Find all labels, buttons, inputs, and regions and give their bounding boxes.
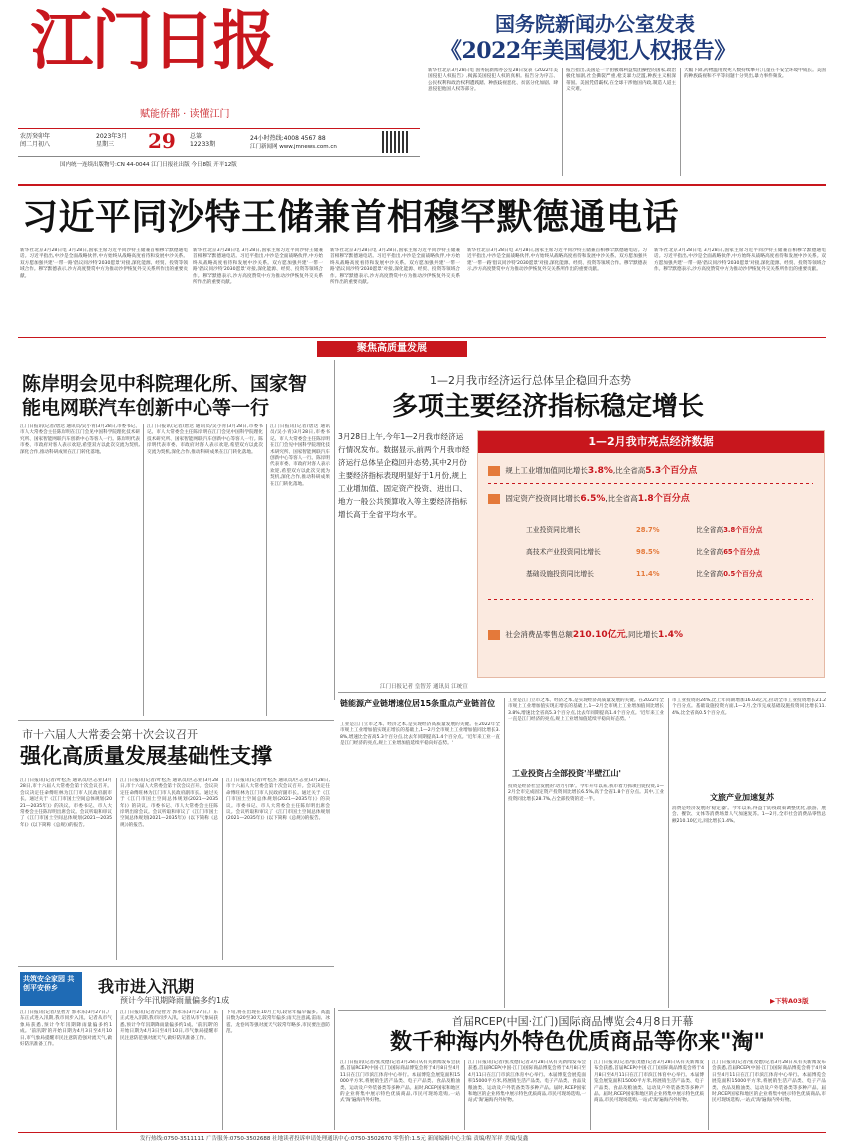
rcep-body-col2: 江门日报讯(记者/张茂德)记者3月28日从有关新闻发布会获悉,首届RCEP(中国·江门)国际商品博览会将于4月8日至4月11日在江门市滨江体育中心举行。本届博览会展览面积15000平方米,将展销生活产品类、电子产品类、食品及粮油类、运动及户外装备类等多种产品。届时,RCEP国家和地区的企业将集中展示特色优质商品,市民可现场选购,一站式'淘'遍海内外好物。 <box>468 1060 586 1104</box>
story2-credit: 江门日报记者 皇智芳 通讯员 江统宣 <box>380 684 468 690</box>
continue-link[interactable]: ▶下转A03版 <box>770 997 809 1005</box>
website: 江门新闻网 www.jmnews.com.cn <box>250 144 337 150</box>
rcep-body-col1: 江门日报讯(记者/张茂德)记者3月28日从有关新闻发布会获悉,首届RCEP(中国·江门)国际商品博览会将于4月8日至4月11日在江门市滨江体育中心举行。本届博览会展览面积15000平方米,将展销生活产品类、电子产品类、食品及粮油类、运动及户外装备类等多种产品。届时,RCEP国家和地区的企业将集中展示特色优质商品,市民可现场选购,一站式'淘'遍海内外好物。 <box>340 1060 460 1104</box>
newspaper-logo: 江门日报 <box>30 4 274 79</box>
flood-body-col2: 江门日报讯(记者/皇智芳 郭永乐)3月27日,广东正式进入汛期,我市同步入汛。记者从市气象局获悉,预计今年汛期降雨量偏多约1成。'前汛期'的开始日期为4月3日至4月10日,市气象局提醒市民注意防范强对流天气,做好防汛准备工作。 <box>120 1010 218 1041</box>
story1-body-col1: 江门日报讯(记者/唐达 通讯员/吴小青)3月28日,市委书记、市人大常委会主任陈岸明在江门会见中国科学院理化技术研究所、国家智能网联汽车创新中心等客人一行。陈岸明代表市委、市政府对客人表示欢迎,希望双方以此次交流为契机,深化合作,推动科研成果在江门转化落地。 <box>20 424 140 455</box>
section-tag <box>317 341 467 357</box>
rcep-body-col3: 江门日报讯(记者/张茂德)记者3月28日从有关新闻发布会获悉,首届RCEP(中国·江门)国际商品博览会将于4月8日至4月11日在江门市滨江体育中心举行。本届博览会展览面积15000平方米,将展销生活产品类、电子产品类、食品及粮油类、运动及户外装备类等多种产品。届时,RCEP国家和地区的企业将集中展示特色优质商品,市民可现场选购,一站式'淘'遍海内外好物。 <box>594 1060 704 1104</box>
masthead-slogan: 赋能侨都 · 读懂江门 <box>140 109 230 120</box>
flood-badge-text: 共筑安全家园 共创平安侨乡 <box>23 975 75 992</box>
lead-body-col1: 新华社北京3月28日电 3月28日,国家主席习近平同沙特王储兼首相穆罕默德通电话。习近平指出,中沙是全面战略伙伴,中方始终从战略高度看待和发展中沙关系。双方愿加强共建'一带一路'倡议同沙特'2030愿景'对接,深化能源、经贸、投资等领域合作。穆罕默德表示,沙方高度赞赏中方为推动沙伊恢复外交关系所作出的重要贡献。 <box>20 248 188 279</box>
qr-code <box>382 131 408 153</box>
hotline: 24小时热线:4008 4567 88 <box>250 135 326 142</box>
infographic-title-bar <box>478 431 824 453</box>
sub-item-hightech-investment: 高技术产业投资同比增长 98.5% 比全省高65个百分点 <box>526 548 760 556</box>
lead-body-col4: 新华社北京3月28日电 3月28日,国家主席习近平同沙特王储兼首相穆罕默德通电话。习近平指出,中沙是全面战略伙伴,中方始终从战略高度看待和发展中沙关系。双方愿加强共建'一带一路'倡议同沙特'2030愿景'对接,深化能源、经贸、投资等领域合作。穆罕默德表示,沙方高度赞赏中方为推动沙伊恢复外交关系所作出的重要贡献。 <box>467 248 647 273</box>
infographic-sub-items <box>526 519 816 589</box>
top-story-col2: 报告指出,美国是一个由极端利益集团操控的国家,政治极化加剧,社会撕裂严重,枪支暴力泛滥,种族主义根深蒂固。美国凭借霸权,在全球干涉他国内政,制造人道主义灾难。 <box>566 68 676 93</box>
top-story-col3: 大幅下降,药物滥用致死人数持续攀升;儿童在不安全环境中成长。美国的种族歧视和不平等问题十分突出,暴力事件频发。 <box>684 68 826 80</box>
story1-body-col2: 江门日报讯(记者/唐达 通讯员/吴小青)3月28日,市委书记、市人大常委会主任陈岸明在江门会见中国科学院理化技术研究所、国家智能网联汽车创新中心等客人一行。陈岸明代表市委、市政府对客人表示欢迎,希望双方以此次交流为契机,深化合作,推动科研成果在江门转化落地。 <box>147 424 263 455</box>
lead-body-col2: 新华社北京3月28日电 3月28日,国家主席习近平同沙特王储兼首相穆罕默德通电话。习近平指出,中沙是全面战略伙伴,中方始终从战略高度看待和发展中沙关系。双方愿加强共建'一带一路'倡议同沙特'2030愿景'对接,深化能源、经贸、投资等领域合作。穆罕默德表示,沙方高度赞赏中方为推动沙伊恢复外交关系所作出的重要贡献。 <box>193 248 323 286</box>
lunar-date: 农历癸卯年 闰二月初八 <box>20 133 51 148</box>
day-number: 29 <box>148 129 176 153</box>
flood-badge <box>20 972 82 1006</box>
story3-headline: 强化高质量发展基础性支撑 <box>20 743 272 768</box>
infographic-title: 1—2月我市亮点经济数据 <box>588 435 714 448</box>
chart-icon <box>488 494 500 504</box>
top-headline-main: 《2022年美国侵犯人权报告》 <box>440 38 736 64</box>
solar-date: 2023年3月 星期三 <box>96 133 128 148</box>
mid-subhead-2: 工业投资占全部投资'半壁江山' <box>512 769 621 778</box>
right-body-1: 市工业投资的24%,比上年同期增加16.03亿元,拉动全市工业投资增长21.2个百分点。基础设施投资方面,1—2月,全市完成基础设施投资同比增长11.4%,比全省高0.5个百分点。 <box>672 698 826 716</box>
mid-body-2: 投资是经济社会发展的'动力引擎'。今年开年以来,我市着力抓项目促投资,1—2月全市完成固定资产投资同比增长6.5%,高于全省1.8个百分点。其中,工业投资同比增长28.7%,占全部投资的近一半。 <box>508 784 664 802</box>
factory-icon <box>488 466 500 476</box>
right-subhead: 文旅产业加速复苏 <box>710 793 774 802</box>
masthead <box>0 0 845 184</box>
economic-infographic <box>477 430 825 678</box>
section-tag-label: 聚焦高质量发展 <box>357 343 427 354</box>
story3-body-col1: 江门日报讯(记者/叶松杰 通讯员/区志业)3月28日,市十六届人大常委会第十次会议召开。会议决定任命傅旺林为江门市人民政府副市长。通过关于《江门市国土空间总体规划(2021—2035年)》的决议。市委书记、市人大常委会主任陈岸明出席会议。会议听取和审议了《江门市国土空间总体规划(2021—2035年)》(以下简称《总规》)的报告。 <box>20 778 112 828</box>
lead-body-col3: 新华社北京3月28日电 3月28日,国家主席习近平同沙特王储兼首相穆罕默德通电话。习近平指出,中沙是全面战略伙伴,中方始终从战略高度看待和发展中沙关系。双方愿加强共建'一带一路'倡议同沙特'2030愿景'对接,深化能源、经贸、投资等领域合作。穆罕默德表示,沙方高度赞赏中方为推动沙伊恢复外交关系所作出的重要贡献。 <box>330 248 460 286</box>
story1-headline: 陈岸明会见中科院理化所、国家智能电网联汽车创新中心等一行 <box>22 373 308 419</box>
flood-body-col3: 下旬,将在出现在10月上旬,较常年偏早偏多。高温日数为20至30天,较常年偏多;雨天注意减,雷雨、冰雹、龙卷风等强对流天气较常年略多,市民要注意防范。 <box>226 1010 330 1035</box>
infographic-row-retail: 社会消费品零售总额210.10亿元,同比增长1.4% <box>488 627 818 643</box>
rcep-kicker: 首届RCEP(中国·江门)国际商品博览会4月8日开幕 <box>452 1015 694 1028</box>
top-headline-kicker: 国务院新闻办公室发表 <box>495 12 695 36</box>
mid-body-1: 工业是江门立市之本、经济之本,是实现经济高质量发展的关键。在2022年全市规上工业增加值实现正增长的基础上,1—2月全市规上工业增加值同比增长3.8%,增速比全省高5.3个百分点,比去年同期提高1.4个百分点。'近年来工业一直是江门经济的亮点,规上工业增加值延续平稳向好态势。' <box>340 722 500 747</box>
flood-headline: 我市进入汛期 <box>98 977 195 996</box>
flood-subhead: 预计今年汛期降雨量偏多约1成 <box>120 996 230 1005</box>
lead-headline: 习近平同沙特王储兼首相穆罕默德通电话 <box>22 196 680 238</box>
mid-body-col2a: 工业是江门立市之本、经济之本,是实现经济高质量发展的关键。在2022年全市规上工业增加值实现正增长的基础上,1—2月全市规上工业增加值同比增长3.8%,增速比全省高5.3个百分点,比去年同期提高1.4个百分点。'近年来工业一直是江门经济的亮点,规上工业增加值延续平稳向好态势。' <box>508 698 664 723</box>
story3-kicker: 市十六届人大常委会第十次会议召开 <box>22 728 198 741</box>
story3-body-col2: 江门日报讯(记者/叶松杰 通讯员/区志业)3月28日,市十六届人大常委会第十次会议召开。会议决定任命傅旺林为江门市人民政府副市长。通过关于《江门市国土空间总体规划(2021—2035年)》的决议。市委书记、市人大常委会主任陈岸明出席会议。会议听取和审议了《江门市国土空间总体规划(2021—2035年)》(以下简称《总规》)的报告。 <box>120 778 218 828</box>
story1-body-col3: 江门日报讯(记者/唐达 通讯员/吴小青)3月28日,市委书记、市人大常委会主任陈岸明在江门会见中国科学院理化技术研究所、国家智能网联汽车创新中心等客人一行。陈岸明代表市委、市政府对客人表示欢迎,希望双方以此次交流为契机,深化合作,推动科研成果在江门转化落地。 <box>270 424 330 487</box>
story3-body-col3: 江门日报讯(记者/叶松杰 通讯员/区志业)3月28日,市十六届人大常委会第十次会议召开。会议决定任命傅旺林为江门市人民政府副市长。通过关于《江门市国土空间总体规划(2021—2035年)》的决议。市委书记、市人大常委会主任陈岸明出席会议。会议听取和审议了《江门市国土空间总体规划(2021—2035年)》(以下简称《总规》)的报告。 <box>226 778 330 822</box>
cn-registration: 国内统一连续出版物号:CN 44-0044 江门日报社出版 今日8版 开平12版 <box>60 162 237 168</box>
rcep-body-col4: 江门日报讯(记者/张茂德)记者3月28日从有关新闻发布会获悉,首届RCEP(中国·江门)国际商品博览会将于4月8日至4月11日在江门市滨江体育中心举行。本届博览会展览面积15000平方米,将展销生活产品类、电子产品类、食品及粮油类、运动及户外装备类等多种产品。届时,RCEP国家和地区的企业将集中展示特色优质商品,市民可现场选购,一站式'淘'遍海内外好物。 <box>712 1060 826 1104</box>
infographic-row-investment: 固定资产投资同比增长6.5%,比全省高1.8个百分点 <box>488 491 818 507</box>
infographic-row-industry: 规上工业增加值同比增长3.8%,比全省高5.3个百分点 <box>488 463 818 479</box>
sub-item-infrastructure-investment: 基础设施投资同比增长 11.4% 比全省高0.5个百分点 <box>526 570 763 578</box>
sub-item-industrial-investment: 工业投资同比增长 28.7% 比全省高3.8个百分点 <box>526 526 763 534</box>
flood-body-col1: 江门日报讯(记者/皇智芳 郭永乐)3月27日,广东正式进入汛期,我市同步入汛。记者从市气象局获悉,预计今年汛期降雨量偏多约1成。'前汛期'的开始日期为4月3日至4月10日,市气象局提醒市民注意防范强对流天气,做好防汛准备工作。 <box>20 1010 112 1048</box>
story2-headline: 多项主要经济指标稳定增长 <box>392 392 705 422</box>
story2-body: 3月28日上午,今年1—2月我市经济运行情况发布。数据显示,前两个月我市经济运行总体呈企稳回升态势,其中2月份主要经济指标表现明显好于1月份,规上工业增加值、固定资产投资、进出口、地方一般公共预算收入等主要经济指标增长高于全省平均水平。 <box>338 432 470 519</box>
lead-body-col5: 新华社北京3月28日电 3月28日,国家主席习近平同沙特王储兼首相穆罕默德通电话。习近平指出,中沙是全面战略伙伴,中方始终从战略高度看待和发展中沙关系。双方愿加强共建'一带一路'倡议同沙特'2030愿景'对接,深化能源、经贸、投资等领域合作。穆罕默德表示,沙方高度赞赏中方为推动沙伊恢复外交关系所作出的重要贡献。 <box>654 248 826 273</box>
footer-info: 发行热线:0750-3511111 广告服务:0750-3502688 社地读者投诉申请处理通讯中心:0750-3502670 零售价:1.5元 新闻编辑中心主编 责编/程军祥 美编/复鑫 <box>140 1136 529 1141</box>
shopping-cart-icon <box>488 630 500 640</box>
rcep-headline: 数千种海内外特色优质商品等你来"淘" <box>390 1029 765 1055</box>
right-body-2: 消费是经济发展的'稳定器'。今年以来,得益于防疫政策调整优化,旅游、展会、餐饮、文体等消费场景人气加速复苏。1—2月,全市社会消费品零售总额210.10亿元,同比增长1.4%。 <box>672 806 826 824</box>
story2-kicker: 1—2月我市经济运行总体呈企稳回升态势 <box>430 374 631 387</box>
top-story-col1: 新华社北京3月28日电 国务院新闻办公室28日发表《2022年美国侵犯人权报告》,揭露美国侵犯人权的真相。报告分为序言、公民权利和政治权利遭践踏、种族歧视恶化、贫富分化加剧、肆意侵犯他国人权等部分。 <box>428 68 558 93</box>
mid-subhead-1: 链能源产业链增速位居15条重点产业链首位 <box>340 699 496 708</box>
issue-number: 总第 12233期 <box>190 133 216 148</box>
